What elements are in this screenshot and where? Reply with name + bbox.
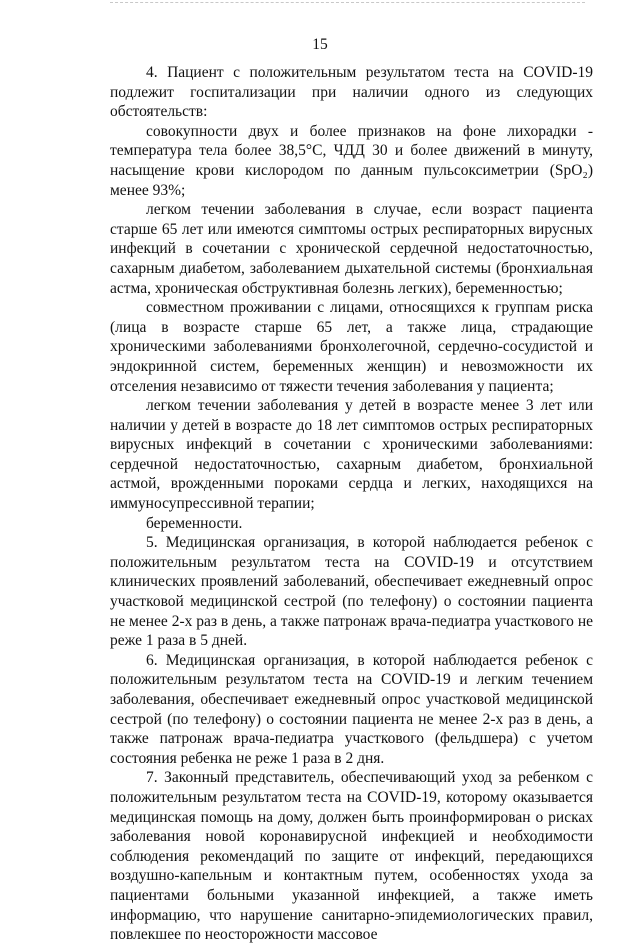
page-number: 15 <box>312 36 328 53</box>
paragraph-mild-course-over-65: легком течении заболевания в случае, если возраст пациента старше 65 лет или имеются симптомы острых респираторных вирусных инфекций в сочетании с хронической сердечной недостаточностью, сахарным диабетом, заболеванием дыхательной системы (бронхиальная астма, хроническая обструктивная болезнь легких), беременностью; <box>110 201 593 297</box>
paragraph-item-6: 6. Медицинская организация, в которой наблюдается ребенок с положительным результатом теста на COVID-19 и легким течением заболевания, обеспечивает ежедневный опрос участковой медицинской сестрой (по телефону) о состоянии пациента не менее 2-х раз в день, а также патронаж врача-педиатра участкового (фельдшера) с учетом состояния ребенка не реже 1 раза в 2 дня. <box>110 651 593 767</box>
paragraph-children-mild-course: легком течении заболевания у детей в возрасте менее 3 лет или наличии у детей в возрасте до 18 лет симптомов острых респираторных вирусных инфекций в сочетании с хроническими заболеваниями: сердечной недостаточностью, сахарным диабетом, бронхиальной астмой, врожденными пороками сердца и легких, находящихся на иммуносупрессивной терапии; <box>110 397 593 513</box>
document-body <box>110 63 593 945</box>
paragraph-item-4: 4. Пациент с положительным результатом теста на COVID-19 подлежит госпитализации при наличии одного из следующих обстоятельств: <box>110 64 593 121</box>
paragraph-item-5: 5. Медицинская организация, в которой наблюдается ребенок с положительным результатом теста на COVID-19 и отсутствием клинических проявлений заболеваний, обеспечивает ежедневный опрос участковой медицинской сестрой (по телефону) о состоянии пациента не менее 2-х раз в день, а также патронаж врача-педиатра участкового не реже 1 раза в 5 дней. <box>110 534 593 650</box>
paragraph-fever-signs: совокупности двух и более признаков на фоне лихорадки - температура тела более 38,5°С, ЧДД 30 и более движений в минуту, насыщение крови кислородом по данным пульсоксиметрии (SpO₂) менее 93%; <box>110 122 593 199</box>
paragraph-pregnancy: беременности. <box>146 514 243 532</box>
top-edge-rule <box>110 2 585 3</box>
paragraph-cohabitation-risk-groups: совместном проживании с лицами, относящихся к группам риска (лица в возрасте старше 65 лет, а также лица, страдающие хроническими заболеваниями бронхолегочной, сердечно-сосудистой и эндокринной систем, беременных женщин) и невозможности их отселения независимо от тяжести течения заболевания у пациента; <box>110 299 593 395</box>
paragraph-item-7: 7. Законный представитель, обеспечивающий уход за ребенком с положительным результатом теста на COVID-19, которому оказывается медицинская помощь на дому, должен быть проинформирован о рисках заболевания новой коронавирусной инфекцией и необходимости соблюдения рекомендаций по защите от инфекций, передающихся воздушно-капельным и контактным путем, особенностях ухода за пациентами больными указанной инфекцией, а также иметь информацию, что нарушение санитарно-эпидемиологических правил, повлекшее по неосторожности массовое <box>110 769 593 944</box>
